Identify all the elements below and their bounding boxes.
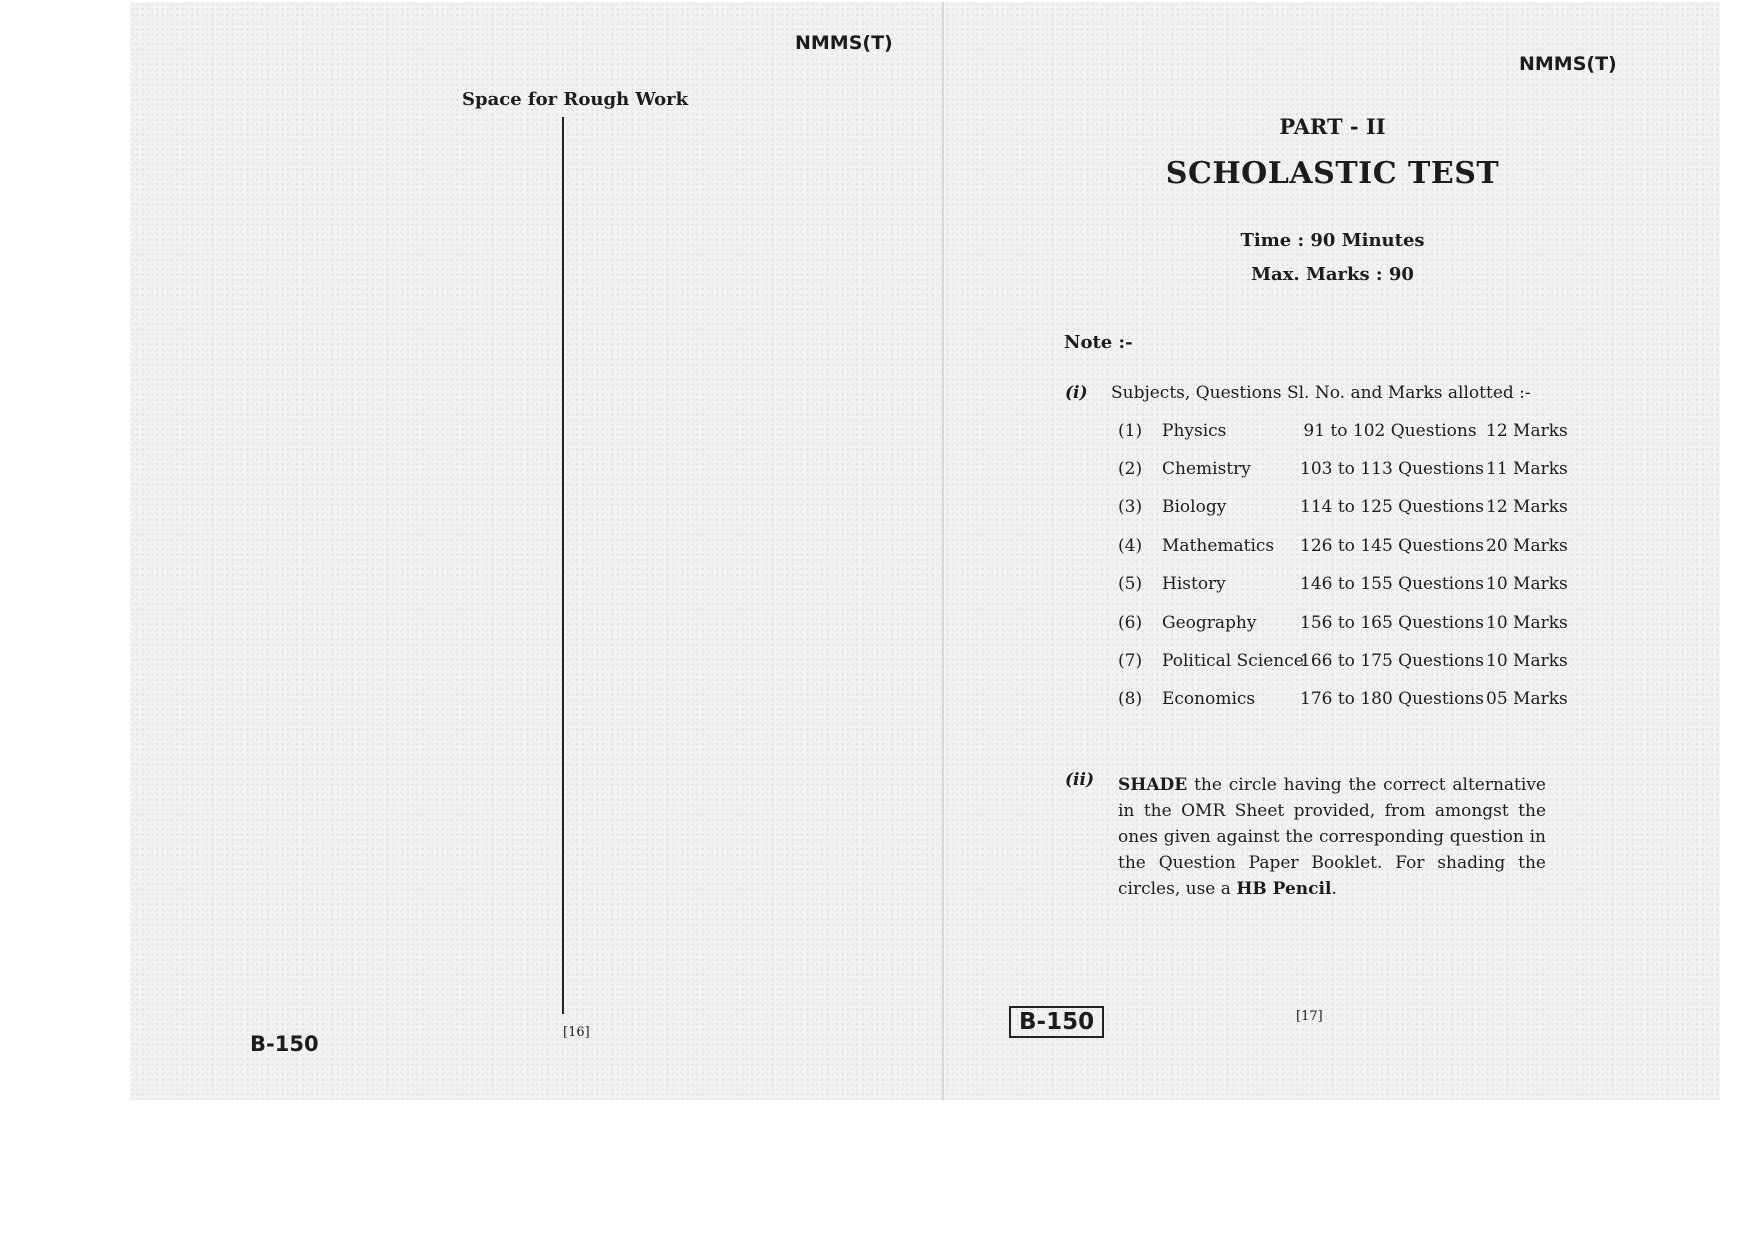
max-marks: Max. Marks : 90 [1251, 264, 1414, 285]
subject-questions: 126 to 145 Questions [1300, 536, 1485, 556]
subject-name: History [1162, 574, 1226, 594]
page-number: [16] [563, 1025, 590, 1040]
subject-name: Physics [1162, 421, 1227, 441]
subject-marks: 12 Marks [1486, 421, 1568, 441]
hb-pencil-keyword: HB Pencil [1236, 879, 1332, 899]
rough-work-label: Space for Rough Work [462, 89, 689, 110]
instruction-text: the circle having the correct alternative in the OMR Sheet provided, from amongst the ones given against the corresponding question in the Question Paper Booklet. For shading the circles, use a [1118, 775, 1546, 899]
subject-questions: 146 to 155 Questions [1300, 574, 1485, 594]
subject-name: Chemistry [1162, 459, 1251, 479]
page-header: NMMS(T) [795, 32, 893, 54]
subject-name: Economics [1162, 689, 1256, 709]
subject-marks: 12 Marks [1486, 497, 1568, 517]
subject-name: Biology [1162, 497, 1227, 517]
subject-questions: 176 to 180 Questions [1300, 689, 1485, 709]
subject-marks: 10 Marks [1486, 574, 1568, 594]
subject-marks: 10 Marks [1486, 651, 1568, 671]
subject-name: Geography [1162, 613, 1257, 633]
subject-marks: 20 Marks [1486, 536, 1568, 556]
instruction-end: . [1331, 879, 1337, 899]
right-page [943, 2, 1721, 1100]
subject-marks: 11 Marks [1486, 459, 1568, 479]
booklet-code: B-150 [250, 1032, 319, 1056]
subject-marks: 10 Marks [1486, 613, 1568, 633]
subject-number: (2) [1118, 459, 1143, 479]
shade-keyword: SHADE [1118, 775, 1188, 795]
subject-number: (4) [1118, 536, 1143, 556]
booklet-code-box: B-150 [1009, 1006, 1104, 1038]
note-i-marker: (i) [1065, 383, 1088, 403]
subject-number: (5) [1118, 574, 1143, 594]
subject-row [944, 651, 1721, 681]
subject-questions: 156 to 165 Questions [1300, 613, 1485, 633]
note-ii-marker: (ii) [1065, 770, 1095, 790]
subject-row [944, 574, 1721, 604]
subject-row [944, 421, 1721, 451]
page-number: [17] [1296, 1009, 1323, 1024]
shading-instruction [1118, 772, 1546, 902]
subject-questions: 166 to 175 Questions [1300, 651, 1485, 671]
page-title: SCHOLASTIC TEST [1165, 156, 1500, 191]
subject-row [944, 497, 1721, 527]
subject-marks: 05 Marks [1486, 689, 1568, 709]
subject-row [944, 459, 1721, 489]
note-label: Note :- [1064, 332, 1133, 353]
subject-name: Mathematics [1162, 536, 1275, 556]
subject-row [944, 689, 1721, 719]
subject-questions: 91 to 102 Questions [1303, 421, 1477, 441]
subject-number: (3) [1118, 497, 1143, 517]
time-allowed: Time : 90 Minutes [1240, 230, 1425, 251]
rough-work-divider [562, 117, 564, 1014]
subject-number: (1) [1118, 421, 1143, 441]
note-i-intro: Subjects, Questions Sl. No. and Marks allotted :- [1111, 383, 1531, 403]
subject-number: (8) [1118, 689, 1143, 709]
part-heading: PART - II [1279, 114, 1386, 139]
subject-number: (6) [1118, 613, 1143, 633]
subject-row [944, 536, 1721, 566]
left-page [130, 2, 943, 1100]
booklet-spread [130, 2, 1720, 1100]
page-header: NMMS(T) [1519, 53, 1617, 75]
subject-questions: 103 to 113 Questions [1300, 459, 1485, 479]
subject-name: Political Science [1162, 651, 1304, 671]
subject-number: (7) [1118, 651, 1143, 671]
subject-row [944, 613, 1721, 643]
subject-questions: 114 to 125 Questions [1300, 497, 1485, 517]
